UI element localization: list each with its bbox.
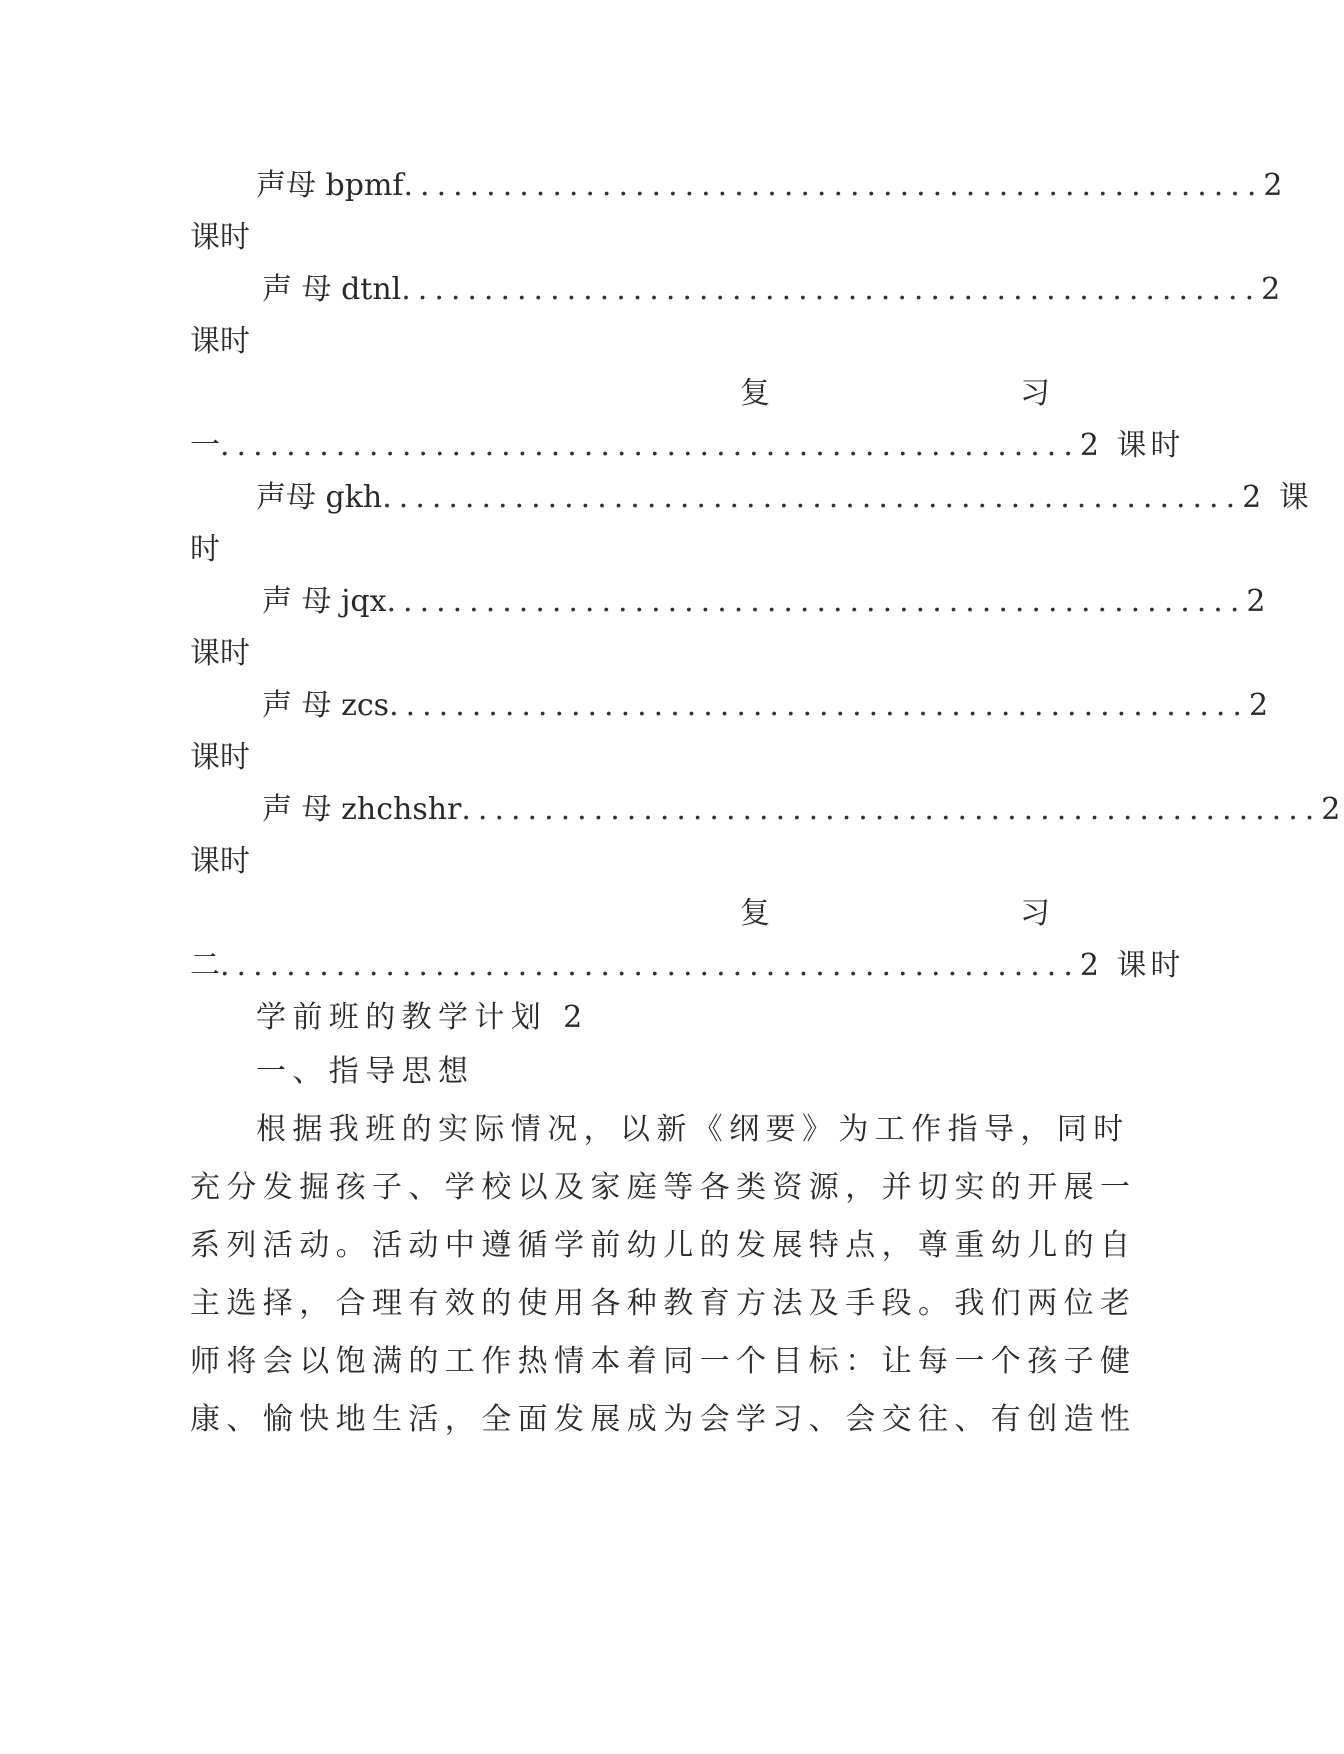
toc-entry-continuation: 课时 [190, 636, 250, 671]
toc-entry-continuation: 时 [190, 532, 220, 567]
review-char-right: 习 [1020, 376, 1050, 411]
dot-leader: .................................................... [220, 948, 1080, 983]
toc-entry-title: 声 母 zhchshr [262, 792, 462, 827]
paragraph-line: 充分发掘孩子、学校以及家庭等各类资源，并切实的开展一 [190, 1170, 1137, 1205]
dot-leader: .................................................... [220, 428, 1080, 463]
toc-entry-hours: 2 [1261, 272, 1285, 307]
toc-entry-hours: 2 [1246, 584, 1270, 619]
toc-entry-continuation: 课时 [190, 740, 250, 775]
toc-entry-review-2 [190, 944, 1185, 988]
dot-leader: .................................................... [461, 792, 1322, 827]
toc-entry-continuation: 课时 [190, 220, 250, 255]
toc-entry-continuation: 课时 [190, 844, 250, 879]
toc-entry-continuation: 课时 [190, 324, 250, 359]
toc-entry-title: 声母 gkh [256, 480, 383, 515]
toc-entry-hours: 2 课 [1242, 480, 1313, 515]
toc-entry-hours: 2 [1321, 792, 1344, 827]
paragraph-line: 主选择，合理有效的使用各种教育方法及手段。我们两位老 [190, 1286, 1137, 1321]
toc-entry-gkh [256, 476, 1313, 520]
paragraph-line: 根据我班的实际情况，以新《纲要》为工作指导，同时 [256, 1112, 1130, 1147]
toc-entry-title: 声 母 zcs [262, 688, 390, 723]
review-char-left: 复 [740, 376, 770, 411]
section-title: 学前班的教学计划 2 [256, 1000, 589, 1035]
toc-entry-review-heading [740, 372, 1050, 416]
toc-entry-hours: 2 [1263, 168, 1287, 203]
paragraph-line: 师将会以饱满的工作热情本着同一个目标：让每一个孩子健 [190, 1344, 1137, 1379]
toc-entry-bpmf [256, 164, 1287, 208]
toc-entry-dtnl [262, 268, 1285, 312]
dot-leader: .................................................... [401, 272, 1262, 307]
dot-leader: .................................................... [382, 480, 1243, 515]
paragraph-line: 康、愉快地生活，全面发展成为会学习、会交往、有创造性 [190, 1402, 1137, 1437]
toc-entry-title: 声 母 dtnl [262, 272, 402, 307]
toc-entry-zcs [262, 684, 1273, 728]
dot-leader: .................................................... [403, 168, 1264, 203]
toc-entry-hours: 2 [1248, 688, 1273, 723]
toc-entry-zhchshr [262, 788, 1344, 832]
dot-leader: .................................................... [389, 688, 1249, 723]
toc-entry-title: 声 母 jqx [262, 584, 387, 619]
toc-entry-title: 一 [190, 428, 220, 463]
paragraph-line: 系列活动。活动中遵循学前幼儿的发展特点，尊重幼儿的自 [190, 1228, 1137, 1263]
toc-entry-hours: 2 课时 [1079, 948, 1185, 983]
dot-leader: .................................................... [386, 584, 1247, 619]
toc-entry-review-heading [740, 892, 1050, 936]
review-char-right: 习 [1020, 896, 1050, 931]
toc-entry-review-1 [190, 424, 1185, 468]
subsection-title: 一、指导思想 [256, 1054, 475, 1089]
toc-entry-title: 二 [190, 948, 220, 983]
toc-entry-title: 声母 bpmf [256, 168, 404, 203]
review-char-left: 复 [740, 896, 770, 931]
toc-entry-hours: 2 课时 [1079, 428, 1185, 463]
toc-entry-jqx [262, 580, 1270, 624]
